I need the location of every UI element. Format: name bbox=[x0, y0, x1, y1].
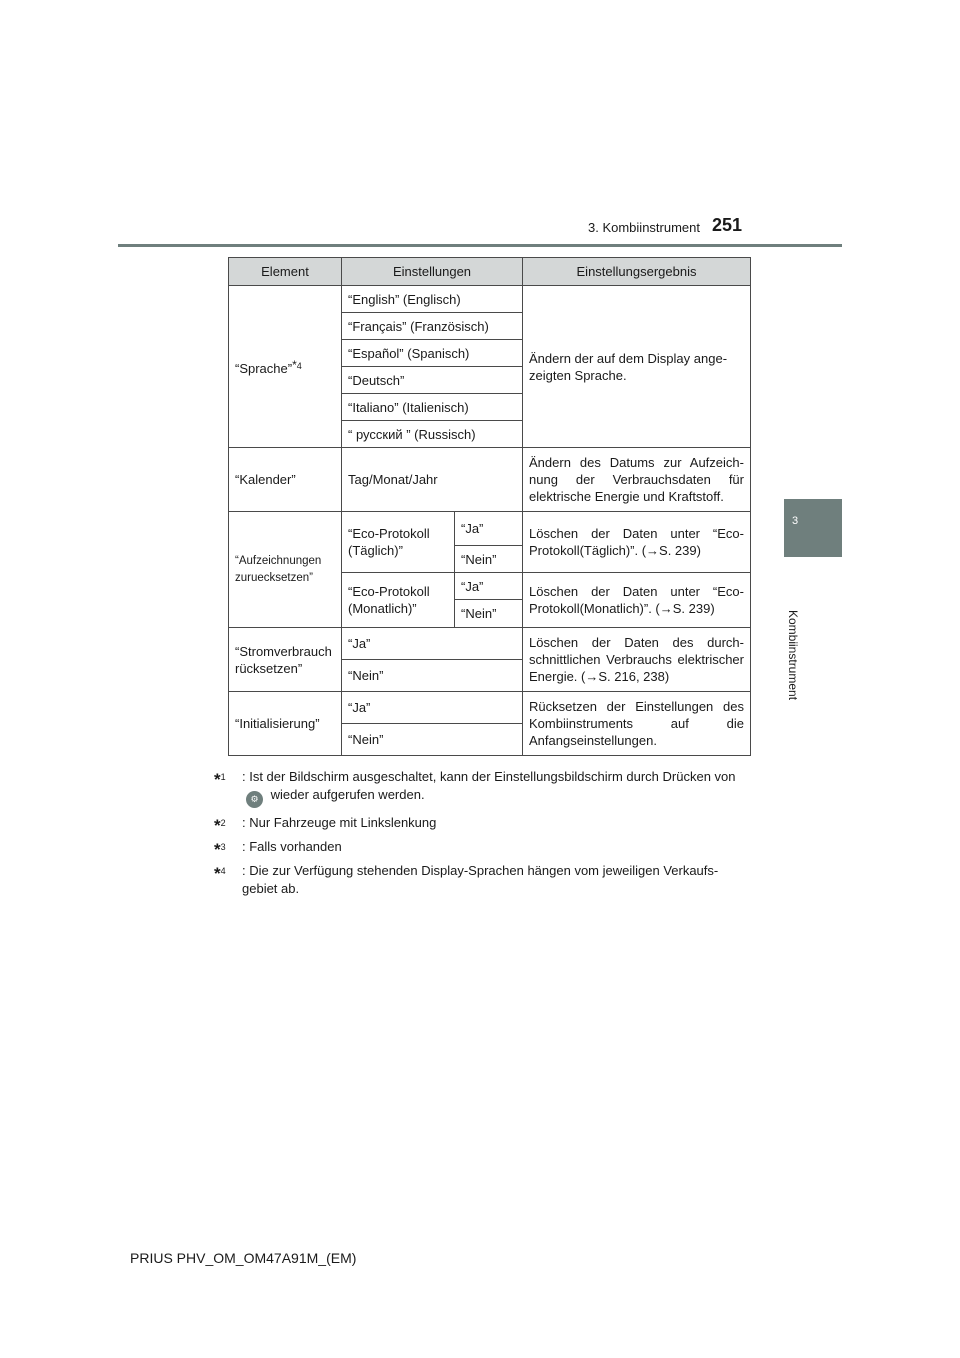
table-row bbox=[229, 448, 751, 512]
option-nein: “Nein” bbox=[342, 724, 523, 756]
element-aufzeichnungen: “Aufzeichnungen zuruecksetzen” bbox=[229, 512, 342, 628]
option-ja: “Ja” bbox=[342, 628, 523, 660]
settings-table bbox=[228, 257, 751, 756]
setting-kalender: Tag/Monat/Jahr bbox=[342, 448, 523, 512]
element-initialisierung: “Initialisierung” bbox=[229, 692, 342, 756]
setting-option: “Español” (Spanisch) bbox=[342, 340, 523, 367]
setting-option: “Français” (Französisch) bbox=[342, 313, 523, 340]
chapter-tab[interactable] bbox=[784, 499, 842, 557]
chapter-tab-number: 3 bbox=[792, 515, 799, 527]
element-kalender: “Kalender” bbox=[229, 448, 342, 512]
footnote-2: *$^2$ : Nur Fahrzeuge mit Linkslenkung bbox=[214, 815, 437, 835]
setting-option: “Italiano” (Italienisch) bbox=[342, 394, 523, 421]
footnotes bbox=[214, 768, 746, 904]
result-stromverbrauch: Löschen der Daten des durchschnittlichen Verbrauchs elektrischer Energie. (→S. 216, 238) bbox=[523, 628, 751, 692]
element-sprache: “Sprache”$^{*4}$ bbox=[229, 286, 342, 448]
table-row bbox=[229, 628, 751, 660]
col-header-element: Element bbox=[229, 258, 342, 286]
option-nein: “Nein” bbox=[455, 546, 523, 573]
document-id: PRIUS PHV_OM_OM47A91M_(EM) bbox=[130, 1250, 357, 1266]
table-row bbox=[229, 286, 751, 313]
option-nein: “Nein” bbox=[342, 660, 523, 692]
table-row bbox=[229, 692, 751, 724]
result-kalender: Ändern des Datums zur Aufzeichnung der Verbrauchsdaten für elektrische Energie und Kraftstoff. bbox=[523, 448, 751, 512]
footnote-marker: *$^3$ bbox=[214, 840, 226, 859]
setting-option: “ русский ” (Russisch) bbox=[342, 421, 523, 448]
page-number: 251 bbox=[712, 215, 743, 235]
setting-eco-monatlich: “Eco-Protokoll (Monatlich)” bbox=[342, 573, 455, 628]
footnote-3: *$^3$ : Falls vorhanden bbox=[214, 839, 342, 859]
header-rule bbox=[118, 244, 842, 247]
element-stromverbrauch: “Stromverbrauch rücksetzen” bbox=[229, 628, 342, 692]
footnote-marker: *$^1$ bbox=[214, 770, 226, 789]
result-initialisierung: Rücksetzen der Einstellungen des Kombiinstruments auf die Anfangseinstellungen. bbox=[523, 692, 751, 756]
result-eco-monatlich: Löschen der Daten unter “Eco-Protokoll(Monatlich)”. (→S. 239) bbox=[523, 573, 751, 628]
setting-eco-taeglich: “Eco-Protokoll (Täglich)” bbox=[342, 512, 455, 573]
col-header-ergebnis: Einstellungsergebnis bbox=[523, 258, 751, 286]
option-ja: “Ja” bbox=[455, 573, 523, 600]
option-ja: “Ja” bbox=[342, 692, 523, 724]
section-title: 3. Kombiinstrument bbox=[588, 220, 700, 235]
col-header-einstellungen: Einstellungen bbox=[342, 258, 523, 286]
settings-button-icon: ⚙ bbox=[246, 791, 263, 808]
footnote-1: *$^1$ : Ist der Bildschirm ausgeschaltet, kann der Einstellungsbildschirm durch Drücken von ⚙ wieder aufgerufen werden. bbox=[214, 768, 746, 808]
footnote-4: *$^4$ : Die zur Verfügung stehenden Display-Sprachen hängen vom jeweiligen Verkaufsgebiet ab. bbox=[214, 863, 719, 896]
setting-option: “Deutsch” bbox=[342, 367, 523, 394]
result-eco-taeglich: Löschen der Daten unter “Eco-Protokoll(Täglich)”. (→S. 239) bbox=[523, 512, 751, 573]
setting-option: “English” (Englisch) bbox=[342, 286, 523, 313]
chapter-side-label: Kombiinstrument bbox=[786, 610, 800, 701]
option-nein: “Nein” bbox=[455, 600, 523, 628]
footnote-marker: *$^2$ bbox=[214, 816, 226, 835]
option-ja: “Ja” bbox=[455, 512, 523, 546]
table-header-row bbox=[229, 258, 751, 286]
result-sprache: Ändern der auf dem Display angezeigten Sprache. bbox=[523, 286, 751, 448]
table-row bbox=[229, 512, 751, 546]
footnote-marker: *$^4$ bbox=[214, 864, 226, 883]
